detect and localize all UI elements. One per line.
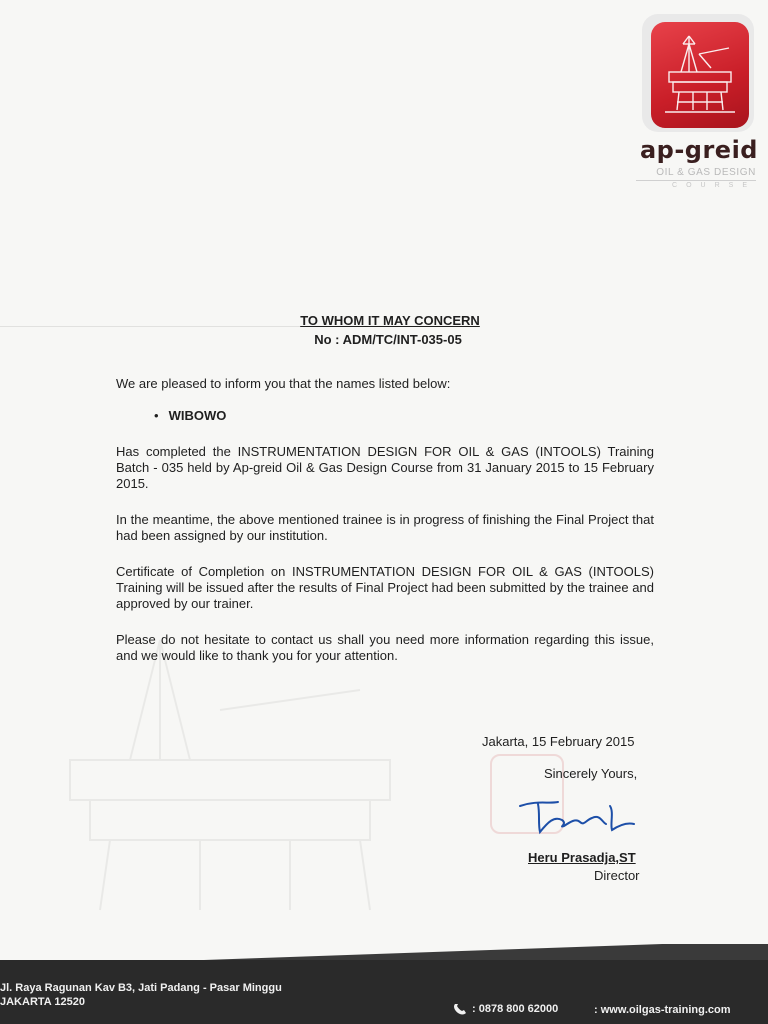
paragraph-contact: Please do not hesitate to contact us shall you need more information regarding this issue, and we would like to thank you for your attention. [116, 632, 654, 663]
logo-inner [651, 22, 749, 128]
signatory-title: Director [594, 868, 640, 883]
signatory-name: Heru Prasadja,ST [528, 850, 636, 865]
footer-website: : www.oilgas-training.com [594, 1004, 731, 1016]
handwritten-signature [518, 792, 638, 842]
rig-watermark [40, 620, 440, 920]
footer-address-line1: Jl. Raya Ragunan Kav B3, Jati Padang - Pasar Minggu [0, 982, 282, 994]
footer-address-line2: JAKARTA 12520 [0, 996, 85, 1008]
bullet-icon: • [154, 408, 159, 423]
closing-text: Sincerely Yours, [544, 766, 638, 781]
paragraph-certificate: Certificate of Completion on INSTRUMENTATION DESIGN FOR OIL & GAS (INTOOLS) Training will be issued after the results of Final Project had been submitted by the trainee and approved by our trainer. [116, 564, 654, 611]
paragraph-completion: Has completed the INSTRUMENTATION DESIGN FOR OIL & GAS (INTOOLS) Training Batch - 035 held by Ap-greid Oil & Gas Design Course from 31 January 2015 to 15 February 2015. [116, 444, 654, 491]
offshore-rig-icon [659, 32, 741, 118]
brand-course: COURSE [636, 180, 756, 189]
trainee-name: WIBOWO [168, 408, 227, 423]
place-date: Jakarta, 15 February 2015 [482, 734, 635, 749]
letter-number: No : ADM/TC/INT-035-05 [314, 332, 462, 347]
intro-text: We are pleased to inform you that the names listed below: [116, 376, 451, 391]
logo-badge [642, 14, 754, 132]
paragraph-progress: In the meantime, the above mentioned trainee is in progress of finishing the Final Project that had been assigned by our institution. [116, 512, 654, 543]
footer-phone: : 0878 800 62000 [472, 1003, 559, 1015]
brand-name: ap-greid [639, 136, 758, 164]
brand-subtitle: OIL & GAS DESIGN [656, 167, 756, 178]
trainee-list-item [154, 408, 226, 423]
letter-title: TO WHOM IT MAY CONCERN [300, 313, 480, 328]
phone-icon [452, 1002, 468, 1016]
letter-heading [0, 312, 768, 347]
